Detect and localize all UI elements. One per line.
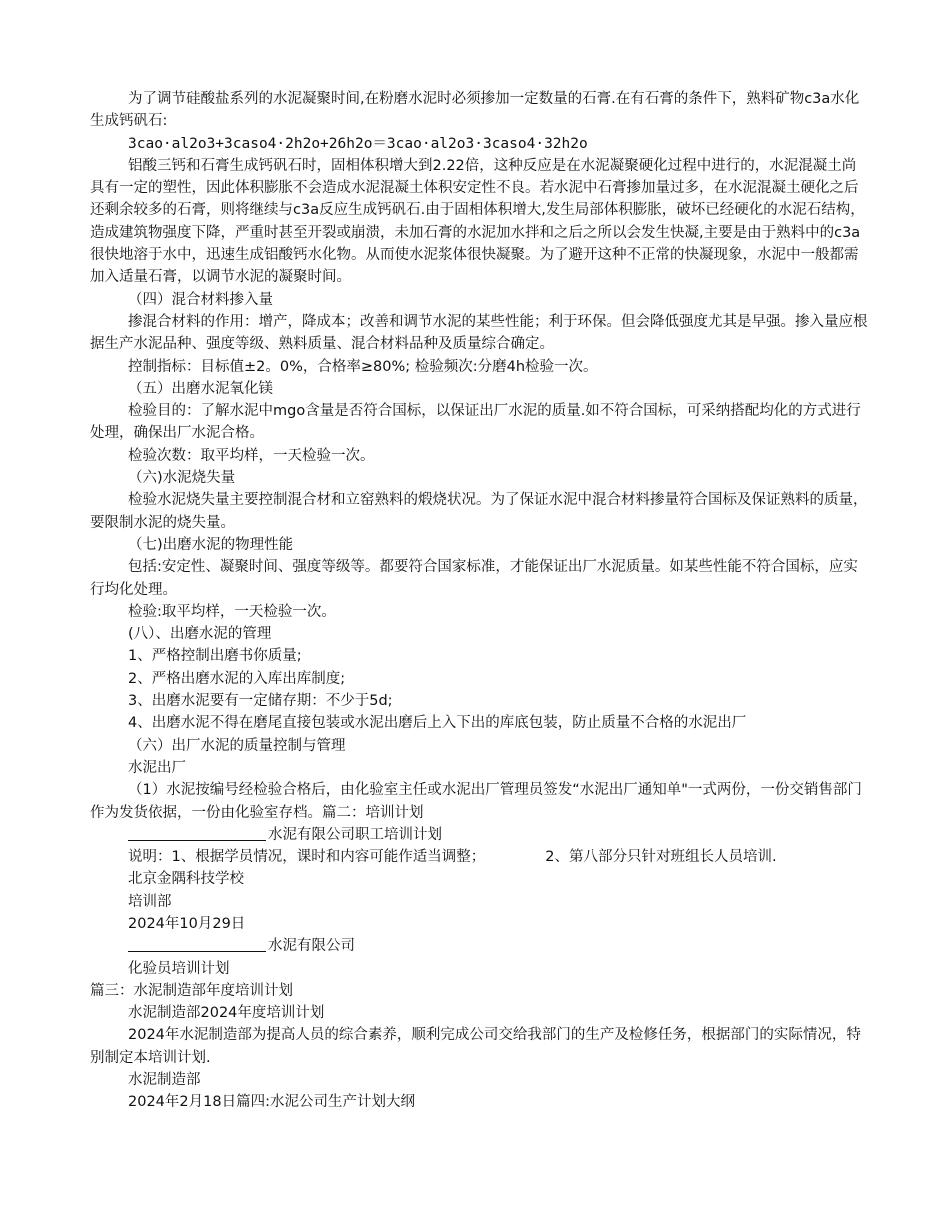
- training-plan-title: [90, 824, 870, 846]
- paragraph-admixture-purpose: 掺混合材料的作用：增产，降成本；改善和调节水泥的某些性能；利于环保。但会降低强度尤其是早强。掺入量应根据生产水泥品种、强度等级、熟料质量、混合材料品种及质量综合确定。: [90, 313, 868, 353]
- date-2: 2024年2月18日篇四:水泥公司生产计划大纲: [128, 1094, 415, 1111]
- heading-section-4: （四）混合材料掺入量: [128, 291, 273, 308]
- list-item-1: 1、严格控制出磨书你质量;: [128, 648, 302, 665]
- paragraph-physical-frequency: 检验:取平均样，一天检验一次。: [128, 603, 336, 620]
- paragraph-mgo-purpose: 检验目的：了解水泥中mgo含量是否符合国标，以保证出厂水泥的质量.如不符合国标，可采纳搭配均化的方式进行处理，确保出厂水泥合格。: [90, 403, 861, 442]
- list-item-2: 2、严格出磨水泥的入库出库制度;: [128, 670, 346, 687]
- company-title: [90, 935, 870, 957]
- heading-section-6: （六)水泥烧失量: [128, 470, 236, 487]
- paragraph-loss-on-ignition: 检验水泥烧失量主要控制混合材和立窑熟料的煅烧状况。为了保证水泥中混合材料掺量符合国标及保证熟料的质量，要限制水泥的烧失量。: [90, 492, 868, 531]
- heading-section-7: （七)出磨水泥的物理性能: [128, 536, 294, 553]
- blank-underline: [128, 937, 266, 952]
- date-1: 2024年10月29日: [128, 915, 246, 932]
- paragraph-control-index: 控制指标：目标值±2。0%，合格率≥80%; 检验频次:分磨4h检验一次。: [128, 358, 598, 375]
- paragraph-gypsum-intro: 为了调节硅酸盐系列的水泥凝聚时间,在粉磨水泥时必须掺加一定数量的石膏.在有石膏的条件下，熟料矿物c3a水化生成钙矾石:: [90, 91, 860, 130]
- department-name: 培训部: [128, 893, 172, 910]
- company-title-text: 水泥有限公司: [268, 938, 355, 955]
- training-notes: [90, 846, 870, 868]
- paragraph-cement-shipment: 水泥出厂: [128, 759, 186, 776]
- blank-underline: [128, 826, 266, 841]
- heading-part-3: 篇三：水泥制造部年度培训计划: [90, 982, 293, 999]
- paragraph-physical-properties: 包括:安定性、凝聚时间、强度等级等。都要符合国家标准，才能保证出厂水泥质量。如某些性能不符合国标，应实行均化处理。: [90, 559, 858, 598]
- paragraph-mgo-frequency: 检验次数：取平均样，一天检验一次。: [128, 447, 375, 464]
- heading-shipment-control: （六）出厂水泥的质量控制与管理: [128, 737, 346, 754]
- heading-section-5: （五）出磨水泥氧化镁: [128, 380, 273, 397]
- list-item-4: 4、出磨水泥不得在磨尾直接包装或水泥出磨后上入下出的库底包装，防止质量不合格的水泥出厂: [128, 715, 747, 732]
- training-plan-title-text: 水泥有限公司职工培训计划: [268, 826, 442, 843]
- paragraph-shipment-notice: （1）水泥按编号经检验合格后，由化验室主任或水泥出厂管理员签发“水泥出厂通知单"一式两份，一份交销售部门作为发货依据，一份由化验室存档。篇二：培训计划: [90, 782, 862, 821]
- note-2: 2、第八部分只针对班组长人员培训.: [545, 849, 777, 866]
- annual-plan-title: 水泥制造部2024年度培训计划: [128, 1005, 325, 1022]
- heading-section-8: (八）、出磨水泥的管理: [128, 626, 272, 643]
- paragraph-ettringite: 铝酸三钙和石膏生成钙矾石时，固相体积增大到2.22倍，这种反应是在水泥凝聚硬化过程中进行的，水泥混凝土尚具有一定的塑性，因此体积膨胀不会造成水泥混凝土体积安定性不良。若水泥中石膏掺加量过多，在水泥混凝土硬化之后还剩余较多的石膏，则将继续与c3a反应生成钙矾石.由于固相体积增大,发生局部体积膨胀，破坏已经硬化的水泥石结构，造成建筑物强度下降，严重时甚至开裂或崩溃，未加石膏的水泥加水拌和之后之所以会发生快凝,主要是由于熟料中的c3a很快地溶于水中，迅速生成铝酸钙水化物。从而使水泥浆体很快凝聚。为了避开这种不正常的快凝现象，水泥中一般都需加入适量石膏，以调节水泥的凝聚时间。: [90, 157, 865, 286]
- document-body: [90, 88, 870, 1114]
- lab-training-title: 化验员培训计划: [128, 960, 230, 977]
- school-name: 北京金隅科技学校: [128, 871, 244, 888]
- paragraph-annual-plan: 2024年水泥制造部为提高人员的综合素养，顺利完成公司交给我部门的生产及检修任务，根据部门的实际情况，特别制定本培训计划.: [90, 1027, 861, 1066]
- list-item-3: 3、出磨水泥要有一定储存期：不少于5d;: [128, 693, 393, 710]
- chemical-formula: 3cao·al2o3+3caso4·2h2o+26h2o＝3cao·al2o3·3caso4·32h2o: [128, 135, 588, 152]
- note-1: 说明：1、根据学员情况，课时和内容可能作适当调整；: [128, 849, 486, 866]
- signature-department: 水泥制造部: [128, 1072, 201, 1089]
